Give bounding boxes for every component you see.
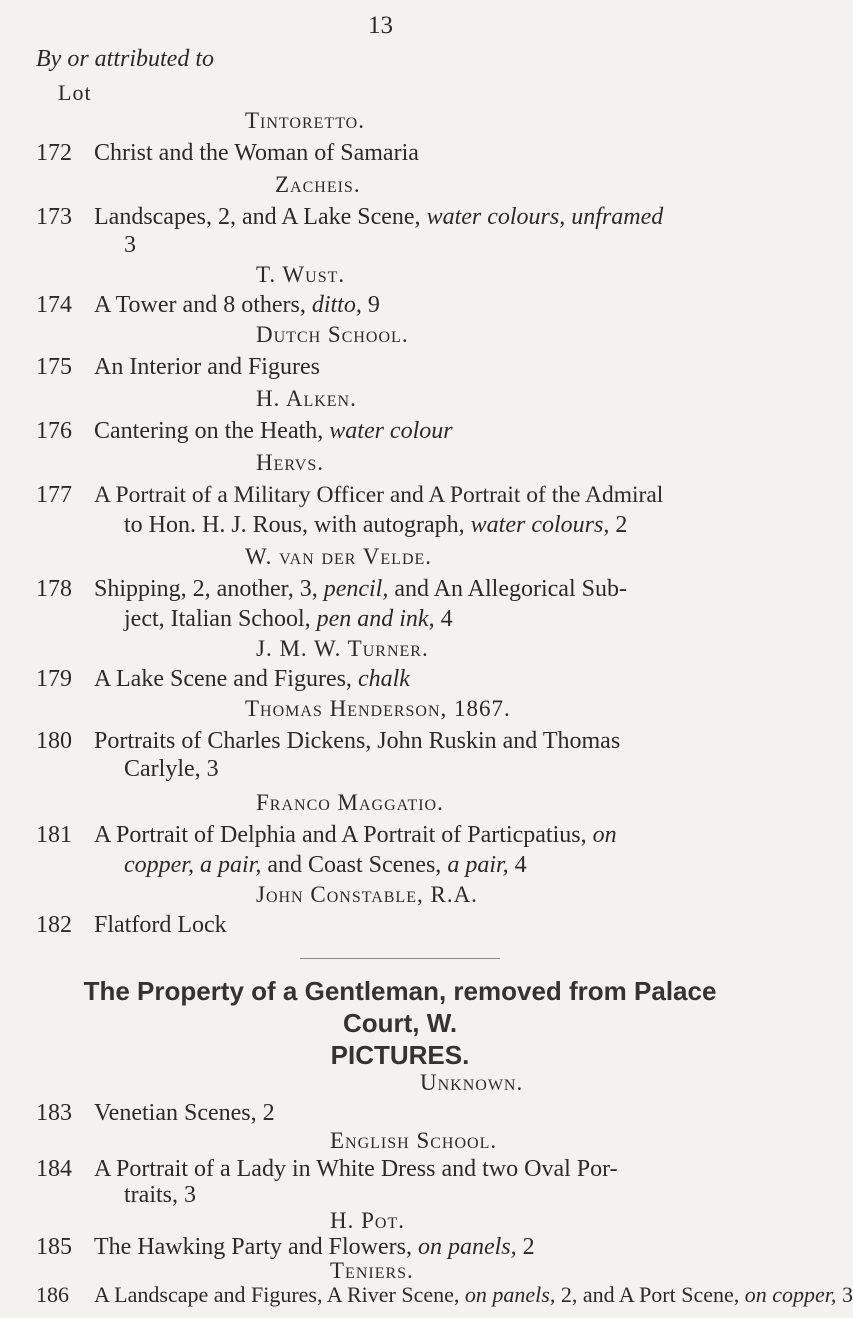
section-subtitle: PICTURES. [330,1040,470,1070]
lot-desc-text: A Lake Scene and Figures, [94,666,352,692]
lot-continuation [124,512,627,539]
lot-description [94,292,380,319]
artist-name: H. Alken. [256,386,357,411]
lot-desc-medium: chalk [357,666,410,692]
lot-cont-medium: copper, a pair, [124,852,262,878]
page-heading: By or attributed to [36,46,214,72]
lot-number: 178 [36,576,72,602]
lot-description: Christ and the Woman of Samaria [94,140,419,166]
lot-number: 177 [36,482,72,508]
artist-name: W. van der Velde. [245,544,433,569]
lot-number: 176 [36,418,72,444]
lot-continuation: 3 [124,232,136,258]
lot-number: 179 [36,666,72,692]
lot-desc-medium: water colours, unframed [426,204,664,230]
artist-name: Dutch School. [256,322,409,347]
lot-continuation [124,606,453,633]
lot-desc-text: A Landscape and Figures, A River Scene, [94,1282,460,1307]
lot-description [94,418,453,445]
lot-cont-medium: water colours, [470,512,610,538]
lot-cont-text: A Port Scene, [618,1282,740,1307]
lot-description [94,666,410,693]
lot-description: A Portrait of a Military Officer and A Portrait of the Admiral [94,482,664,508]
lot-number: 172 [36,140,72,166]
lot-cont-text: and Coast Scenes, [267,852,442,878]
lot-desc-text: A Tower and 8 others, [94,292,306,318]
lot-description [94,204,663,231]
section-title: The Property of a Gentleman, removed from Palace [83,976,717,1006]
lot-continuation [124,852,527,879]
artist-name: Thomas Henderson, 1867. [245,696,511,721]
lot-number: 175 [36,354,72,380]
lot-number: 173 [36,204,72,230]
lot-column-label: Lot [58,80,92,105]
lot-number: 182 [36,912,72,938]
lot-description: An Interior and Figures [94,354,320,380]
lot-desc-text: A Portrait of Delphia and A Portrait of Particpatius, [94,822,587,848]
lot-number: 181 [36,822,72,848]
lot-desc-tail: 2, and [560,1282,615,1307]
lot-continuation: traits, 3 [124,1182,196,1208]
lot-number: 183 [36,1100,72,1126]
lot-desc-count: 2 [522,1234,535,1260]
lot-cont-text: ject, Italian School, [124,606,311,632]
lot-cont-medium: pen and ink, [316,606,435,632]
lot-desc-count: 9 [367,292,380,318]
artist-name: Franco Maggatio. [256,790,444,815]
artist-name: John Constable, R.A. [256,882,478,907]
lot-cont-count: 3 [841,1282,853,1307]
lot-description [94,576,627,603]
artist-name: Unknown. [420,1070,524,1095]
lot-number: 185 [36,1234,72,1260]
lot-number: 180 [36,728,72,754]
lot-desc-text: Shipping, 2, another, 3, [94,576,318,602]
artist-name: T. Wust. [256,262,346,287]
lot-desc-medium: water colour [329,418,453,444]
lot-description: Flatford Lock [94,912,227,938]
lot-description: Venetian Scenes, 2 [94,1100,275,1126]
lot-cont-text: to Hon. H. J. Rous, with autograph, [124,512,465,538]
lot-desc-medium: ditto, [311,292,362,318]
artist-name: Hervs. [256,450,324,475]
artist-name: English School. [330,1128,498,1153]
lot-description [94,1234,535,1261]
lot-number: 186 [36,1282,69,1307]
lot-desc-medium: on [592,822,617,848]
lot-continuation: Carlyle, 3 [124,756,219,782]
lot-desc-medium: on panels, [417,1234,517,1260]
page-number: 13 [368,12,393,39]
lot-cont-medium: on copper, [744,1282,837,1307]
section-divider [300,958,500,959]
lot-desc-medium: pencil, [323,576,389,602]
artist-name: H. Pot. [330,1208,405,1233]
lot-number: 174 [36,292,72,318]
lot-description: Portraits of Charles Dickens, John Ruskin and Thomas [94,728,621,754]
lot-desc-text: Cantering on the Heath, [94,418,324,444]
lot-cont-count: 4 [514,852,527,878]
lot-description [94,822,617,849]
artist-name: Tintoretto. [245,108,365,133]
artist-name: Zacheis. [275,172,361,197]
lot-description [94,1282,853,1308]
artist-name: J. M. W. Turner. [256,636,429,661]
lot-number: 184 [36,1156,72,1182]
artist-name: Teniers. [330,1258,414,1283]
lot-desc-medium: on panels, [464,1282,556,1307]
lot-desc-tail: and An Allegorical Sub- [394,576,627,602]
lot-cont-medium-2: a pair, [447,852,509,878]
lot-description: A Portrait of a Lady in White Dress and two Oval Por- [94,1156,618,1182]
section-title-line2: Court, W. [342,1008,458,1038]
lot-desc-text: The Hawking Party and Flowers, [94,1234,412,1260]
lot-cont-count: 2 [615,512,628,538]
lot-cont-count: 4 [440,606,453,632]
lot-desc-text: Landscapes, 2, and A Lake Scene, [94,204,421,230]
